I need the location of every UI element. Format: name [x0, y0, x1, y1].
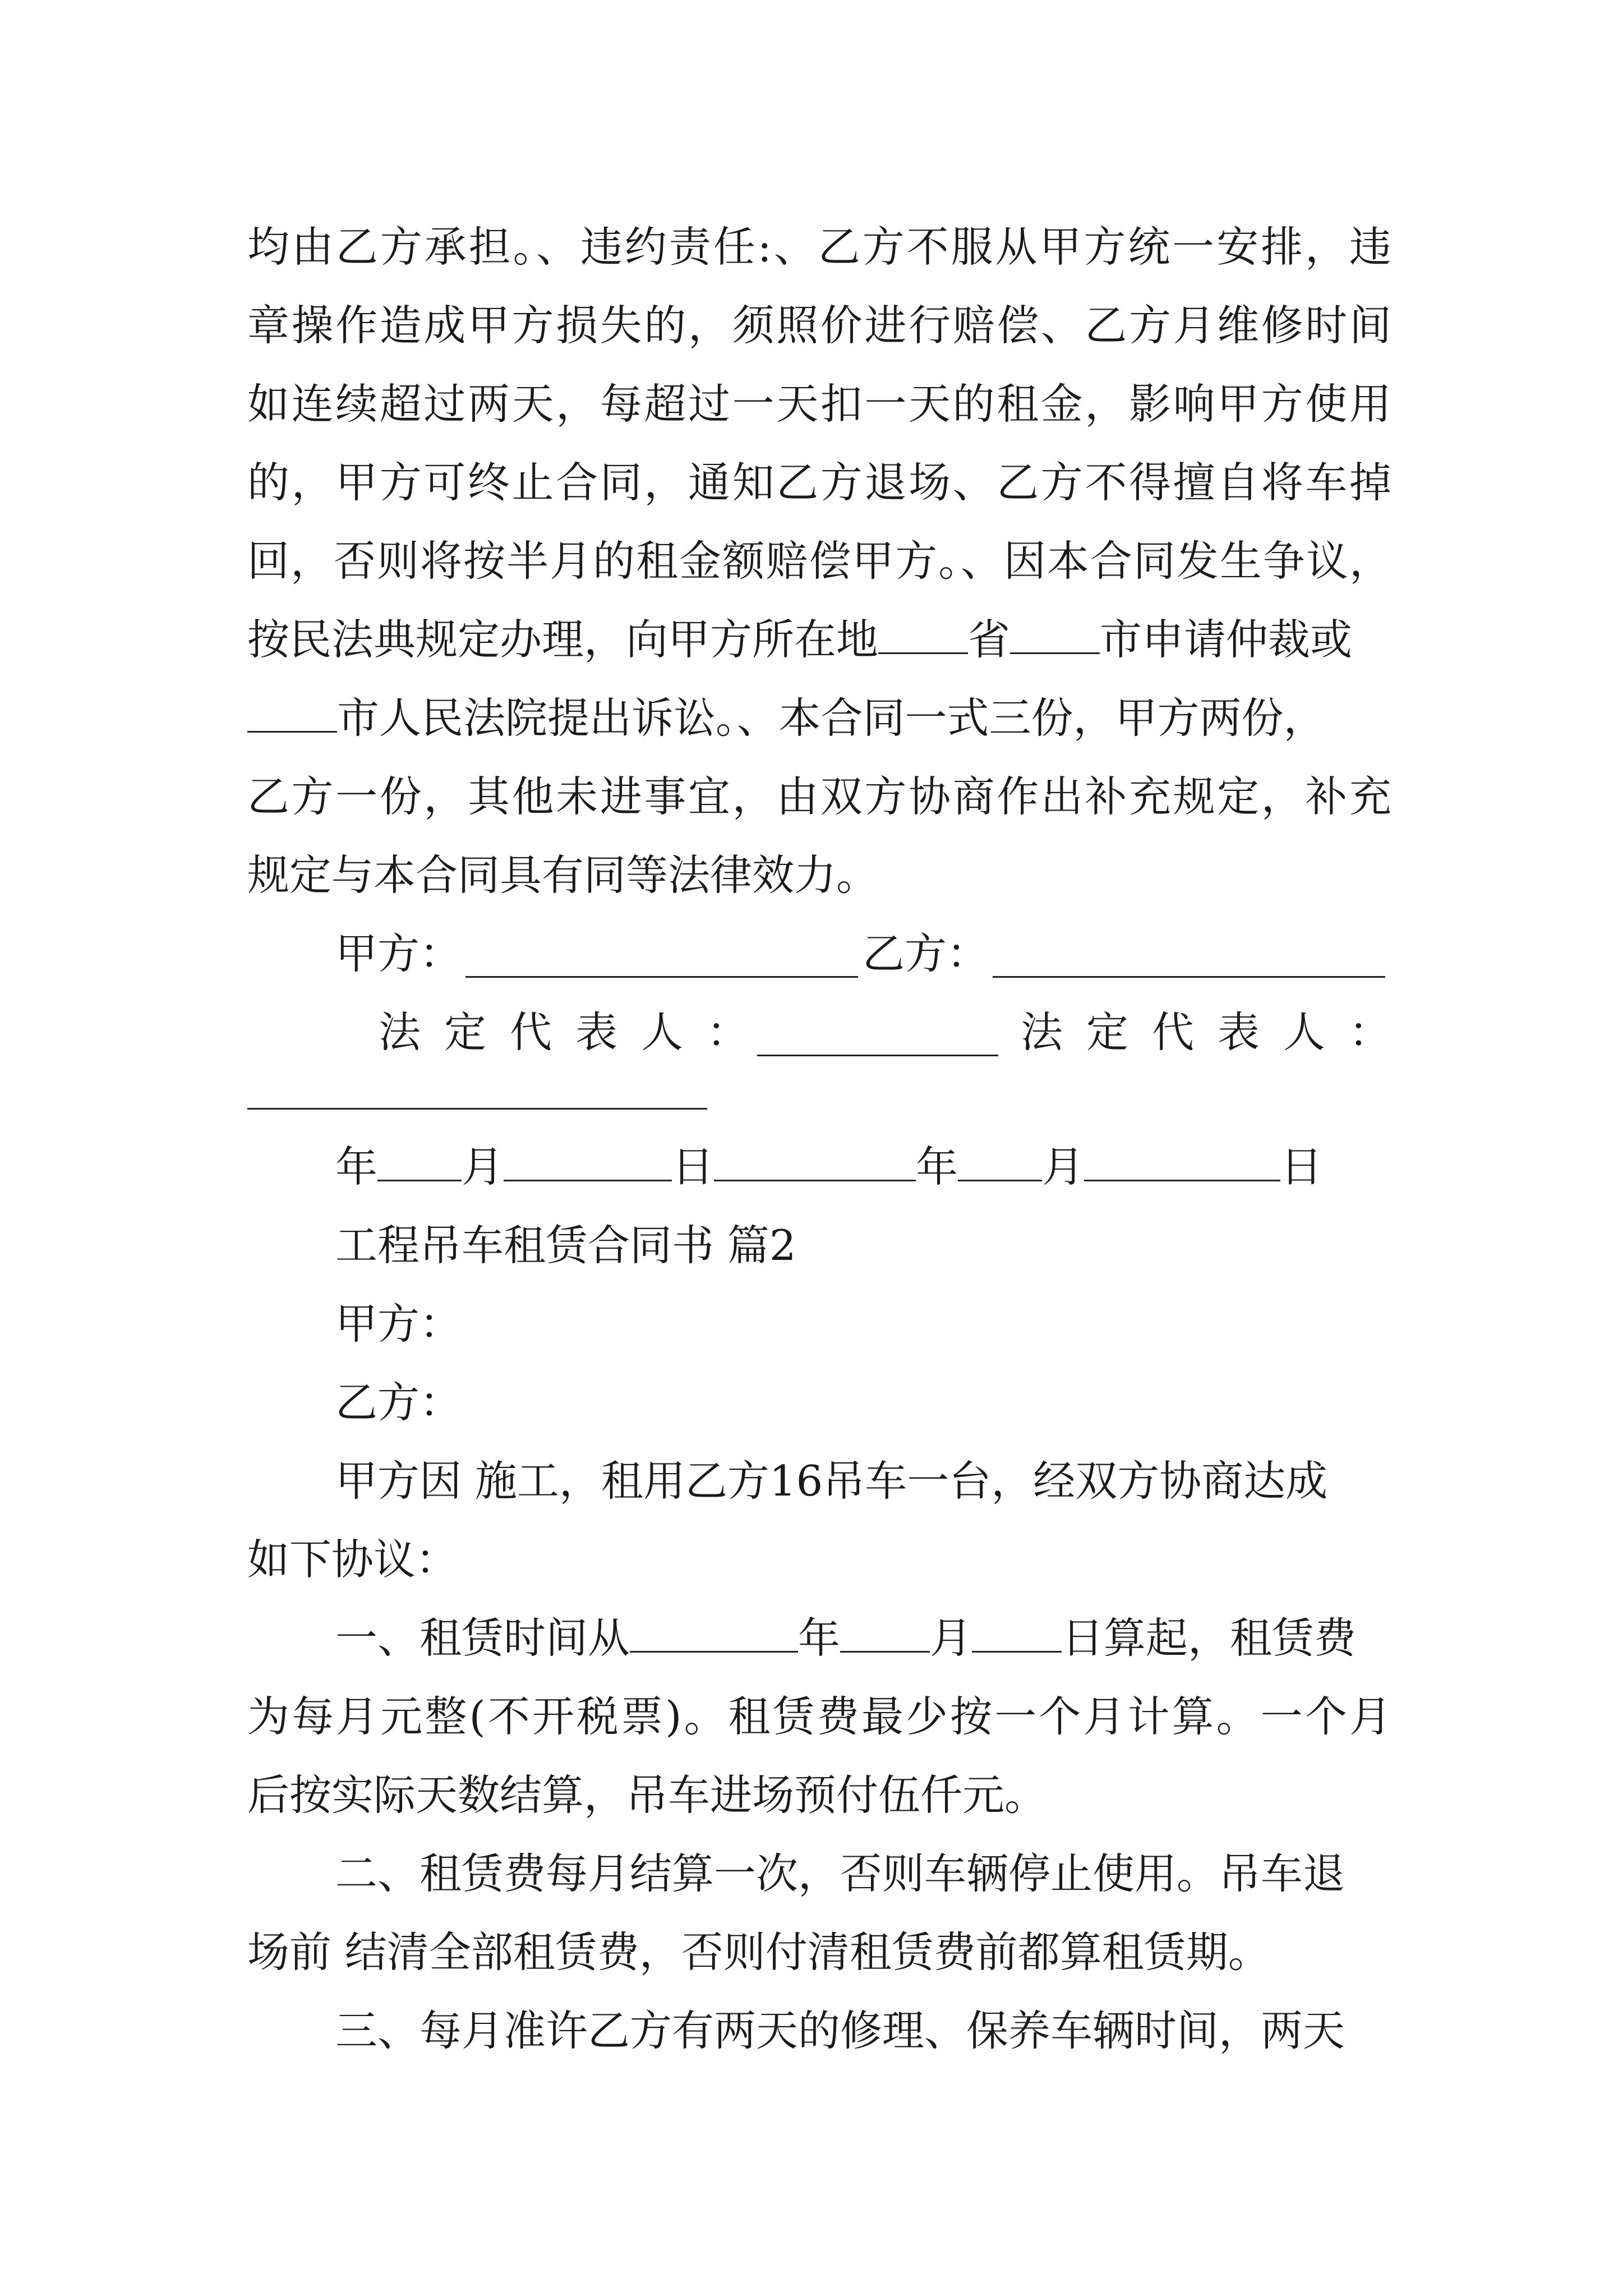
text-segment: 一、租赁时间从 [335, 1613, 630, 1663]
day-label: 日 [1280, 1142, 1323, 1191]
fill-blank-court-city[interactable] [247, 692, 337, 733]
fill-blank-day[interactable] [1084, 1140, 1280, 1181]
year-label: 年 [335, 1142, 378, 1191]
paragraph-line: 后按实际天数结算，吊车进场预付伍仟元。 [247, 1770, 1047, 1820]
paragraph-line: 为每月元整(不开税票)。租赁费最少按一个月计算。一个月 [247, 1692, 1391, 1741]
party-b-label: 乙方： [335, 1378, 462, 1427]
text-segment: 按民法典规定办理，向甲方所在地 [247, 615, 879, 664]
party-b-label: 乙方： [863, 929, 989, 978]
section-title: 工程吊车租赁合同书 篇2 [335, 1221, 796, 1270]
party-a-signature-line[interactable] [465, 976, 858, 978]
paragraph-line: 章操作造成甲方损失的，须照价进行赔偿、乙方月维修时间 [247, 301, 1391, 350]
party-b-signature-line[interactable] [993, 976, 1385, 978]
fill-blank-day[interactable] [972, 1612, 1062, 1653]
paragraph-line: 甲方因 施工，租用乙方16吊车一台，经双方协商达成 [335, 1456, 1328, 1506]
item-1-line [335, 1610, 1356, 1666]
paragraph-line: 乙方一份，其他未进事宜，由双方协商作出补充规定，补充 [247, 772, 1391, 821]
text-segment: 年 [798, 1613, 841, 1663]
paragraph-line: 的，甲方可终止合同，通知乙方退场、乙方不得擅自将车掉 [247, 458, 1391, 507]
day-label: 日 [672, 1142, 714, 1191]
fill-blank-province[interactable] [878, 613, 968, 654]
fill-blank-month[interactable] [840, 1612, 930, 1653]
paragraph-line: 二、租赁费每月结算一次，否则车辆停止使用。吊车退 [335, 1849, 1345, 1898]
year-label: 年 [916, 1142, 958, 1191]
rep-b-signature-line[interactable] [247, 1108, 707, 1110]
paragraph-line: 如连续超过两天，每超过一天扣一天的租金，影响甲方使用 [247, 379, 1391, 429]
paragraph-line: 均由乙方承担。、违约责任:、乙方不服从甲方统一安排，违 [247, 222, 1391, 272]
text-segment: 市人民法院提出诉讼。、本合同一式三份，甲方两份， [337, 693, 1326, 743]
paragraph-line: 回，否则将按半月的租金额赔偿甲方。、因本合同发生争议， [247, 536, 1391, 586]
paragraph-line: 三、每月准许乙方有两天的修理、保养车辆时间，两天 [335, 2006, 1345, 2055]
fill-blank-month[interactable] [377, 1140, 462, 1181]
rep-a-signature-line[interactable] [757, 1055, 998, 1056]
text-segment: 月 [930, 1613, 972, 1663]
party-a-label: 甲方： [335, 1299, 462, 1349]
fill-blank-year[interactable] [630, 1612, 798, 1653]
rep-a-label: 法定代表人： [379, 1007, 773, 1057]
paragraph-line: 场前 结清全部租赁费，否则付清租赁费前都算租赁期。 [247, 1927, 1270, 1977]
text-segment: 省 [968, 615, 1011, 664]
paragraph-line: 如下协议： [247, 1535, 458, 1584]
month-label: 月 [1042, 1142, 1085, 1191]
fill-blank-city[interactable] [1010, 613, 1100, 654]
paragraph-line: 规定与本合同具有同等法律效力。 [247, 850, 879, 900]
month-label: 月 [462, 1142, 504, 1191]
paragraph-line-with-blanks [247, 690, 1391, 746]
rep-b-label: 法定代表人： [1021, 1007, 1415, 1057]
paragraph-line-with-blanks [247, 611, 1391, 668]
party-a-label: 甲方： [335, 929, 462, 978]
text-segment: 市申请仲裁或 [1100, 615, 1353, 664]
date-line [335, 1139, 1322, 1195]
fill-blank-year[interactable] [714, 1140, 916, 1181]
fill-blank-month[interactable] [958, 1140, 1042, 1181]
fill-blank-day[interactable] [504, 1140, 672, 1181]
text-segment: 日算起，租赁费 [1062, 1613, 1357, 1663]
